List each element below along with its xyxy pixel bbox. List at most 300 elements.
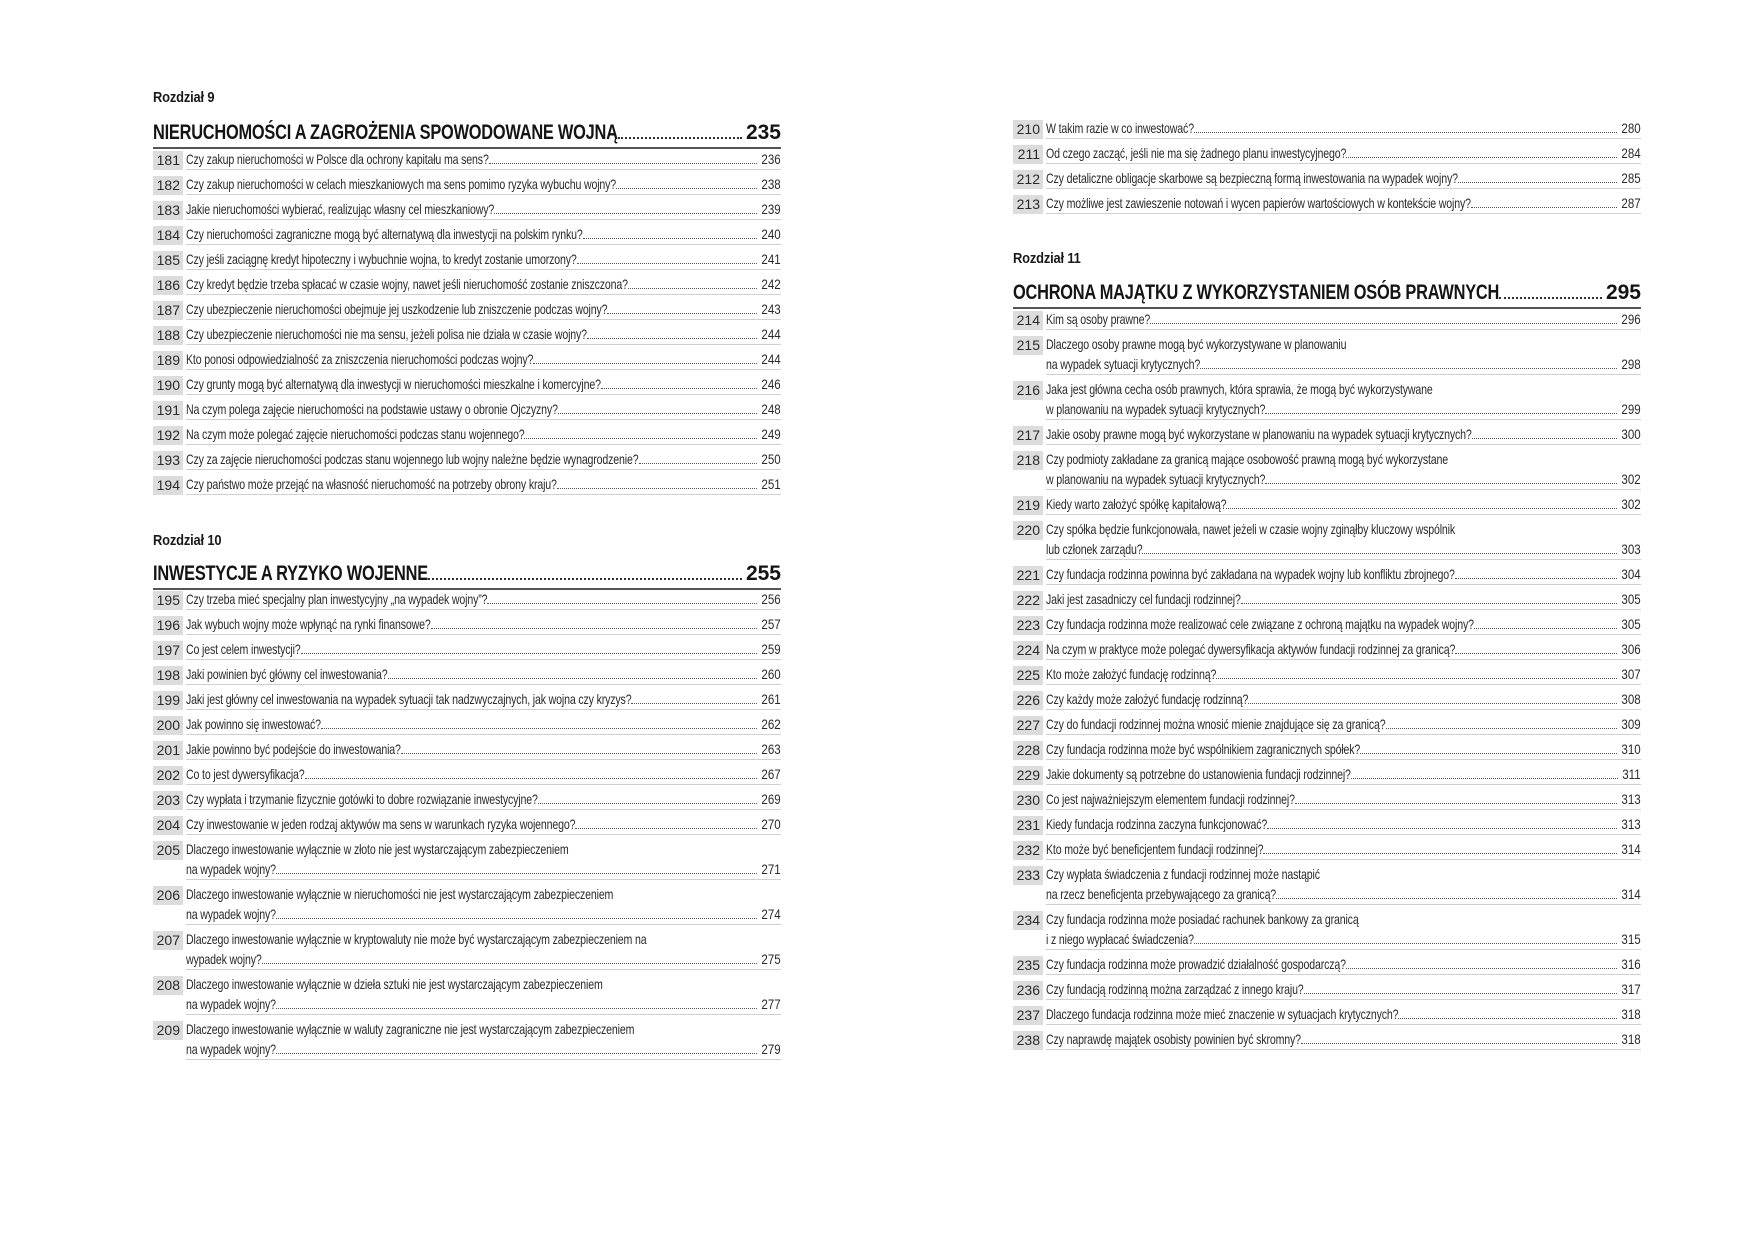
toc-entry[interactable]	[153, 425, 781, 445]
row-separator	[186, 634, 781, 635]
entry-text	[186, 740, 781, 760]
entry-page-number: 246	[761, 377, 781, 392]
toc-entry[interactable]	[1013, 955, 1641, 975]
entry-line	[1046, 590, 1641, 610]
question-number: 221	[1013, 566, 1043, 585]
entry-page-number: 241	[761, 252, 781, 267]
toc-entry[interactable]	[1013, 450, 1641, 490]
row-separator	[1046, 684, 1641, 685]
question-number: 213	[1013, 195, 1043, 214]
dot-leader	[489, 163, 758, 164]
entry-text	[1046, 740, 1641, 760]
entry-page-number: 311	[1622, 767, 1641, 782]
row-separator	[1046, 634, 1641, 635]
dot-leader	[428, 578, 742, 580]
entry-line	[1046, 169, 1641, 189]
entry-line	[186, 425, 781, 445]
entry-line	[186, 375, 781, 395]
question-number: 210	[1013, 120, 1043, 139]
entry-line-text: Czy fundacja rodzinna może prowadzić działalność gospodarczą?	[1046, 957, 1346, 972]
question-number: 236	[1013, 981, 1043, 1000]
question-number: 191	[153, 401, 183, 420]
toc-entry[interactable]	[1013, 425, 1641, 445]
entry-line	[186, 275, 781, 295]
entry-line-text: W takim razie w co inwestować?	[1046, 121, 1194, 136]
row-separator	[1046, 834, 1641, 835]
row-separator	[1046, 163, 1641, 164]
toc-entry[interactable]	[1013, 715, 1641, 735]
dot-leader	[1458, 182, 1617, 183]
entry-page-number: 303	[1621, 542, 1641, 557]
entry-text	[1046, 615, 1641, 635]
entry-line-text: Czy wypłata świadczenia z fundacji rodzinnej może nastąpić	[1046, 867, 1320, 882]
entry-line-text: Czy państwo może przejąć na własność nieruchomość na potrzeby obrony kraju?	[186, 477, 557, 492]
row-separator	[1046, 734, 1641, 735]
toc-entry[interactable]	[1013, 590, 1641, 610]
entry-text	[186, 765, 781, 785]
entry-line	[186, 325, 781, 345]
entry-line	[1046, 955, 1641, 975]
entry-text	[1046, 715, 1641, 735]
toc-entry[interactable]	[1013, 194, 1641, 214]
question-number: 207	[153, 931, 183, 950]
entry-line-text: Kiedy warto założyć spółkę kapitałową?	[1046, 497, 1227, 512]
entry-line	[1046, 495, 1641, 515]
toc-entry[interactable]	[153, 375, 781, 395]
entry-page-number: 260	[761, 667, 781, 682]
entry-page-number: 284	[1621, 146, 1641, 161]
entry-text	[1046, 980, 1641, 1000]
row-separator	[1046, 374, 1641, 375]
chapter-page-number: 255	[745, 562, 781, 585]
dot-leader	[607, 313, 757, 314]
row-separator	[186, 394, 781, 395]
entry-line	[1046, 565, 1641, 585]
dot-leader	[1150, 323, 1617, 324]
entry-line	[1046, 520, 1641, 540]
toc-entry[interactable]	[153, 325, 781, 345]
entry-text	[1046, 495, 1641, 515]
dot-leader	[1499, 297, 1602, 299]
entry-line	[186, 930, 781, 950]
entry-line-text: Kim są osoby prawne?	[1046, 312, 1151, 327]
toc-entry[interactable]	[1013, 665, 1641, 685]
toc-entry[interactable]	[1013, 1005, 1641, 1025]
entry-page-number: 310	[1621, 742, 1641, 757]
entry-line	[1046, 765, 1641, 785]
dot-leader	[1226, 508, 1617, 509]
dot-leader	[1248, 703, 1617, 704]
chapter-title[interactable]	[153, 562, 781, 590]
question-number: 225	[1013, 666, 1043, 685]
entry-line-text: Jakie powinno być podejście do inwestowania?	[186, 742, 401, 757]
toc-entry[interactable]	[1013, 1030, 1641, 1050]
entry-text	[1046, 640, 1641, 660]
entry-page-number: 315	[1621, 932, 1641, 947]
question-number: 230	[1013, 791, 1043, 810]
dot-leader	[276, 873, 757, 874]
toc-entry[interactable]	[1013, 815, 1641, 835]
dot-leader	[1455, 578, 1618, 579]
entry-line	[1046, 865, 1641, 885]
dot-leader	[631, 703, 757, 704]
row-separator	[1046, 859, 1641, 860]
row-separator	[186, 879, 781, 880]
entry-text	[186, 225, 781, 245]
row-separator	[1046, 809, 1641, 810]
entry-line	[186, 975, 781, 995]
toc-entry[interactable]	[153, 885, 781, 925]
toc-entry[interactable]	[1013, 615, 1641, 635]
toc-entry[interactable]	[1013, 335, 1641, 375]
question-number: 192	[153, 426, 183, 445]
entry-line-text: Na czym może polegać zajęcie nieruchomości podczas stanu wojennego?	[186, 427, 525, 442]
row-separator	[186, 194, 781, 195]
dot-leader	[1142, 553, 1617, 554]
toc-entry[interactable]	[153, 450, 781, 470]
entry-line	[1046, 194, 1641, 214]
entry-line-text: Czy podmioty zakładane za granicą mające osobowość prawną mogą być wykorzystane	[1046, 452, 1448, 467]
toc-entry[interactable]	[1013, 144, 1641, 164]
entry-text	[186, 715, 781, 735]
question-number: 234	[1013, 911, 1043, 930]
dot-leader	[1194, 132, 1617, 133]
toc-entry[interactable]	[153, 400, 781, 420]
entry-line-text: w planowaniu na wypadek sytuacji krytycznych?	[1046, 402, 1266, 417]
row-separator	[186, 294, 781, 295]
entry-line-text: na wypadek wojny?	[186, 907, 276, 922]
entry-text	[1046, 310, 1641, 330]
entry-text	[186, 975, 781, 1015]
entry-text	[186, 665, 781, 685]
entry-text	[186, 300, 781, 320]
entry-line-text: Dlaczego inwestowanie wyłącznie w nieruchomości nie jest wystarczającym zabezpieczeniem	[186, 887, 614, 902]
entry-text	[186, 815, 781, 835]
question-number: 183	[153, 201, 183, 220]
entry-text	[1046, 520, 1641, 560]
toc-entry[interactable]	[1013, 495, 1641, 515]
dot-leader	[1398, 1018, 1617, 1019]
row-separator	[186, 369, 781, 370]
entry-line	[186, 300, 781, 320]
entry-line-text: i z niego wypłacać świadczenia?	[1046, 932, 1194, 947]
entry-text	[186, 590, 781, 610]
entry-text	[186, 350, 781, 370]
dot-leader	[1265, 413, 1617, 414]
toc-entry[interactable]	[153, 690, 781, 710]
question-number: 194	[153, 476, 183, 495]
dot-leader	[276, 1008, 757, 1009]
dot-leader	[1304, 993, 1618, 994]
chapter-label: Rozdział 11	[1013, 250, 1081, 267]
row-separator	[1046, 444, 1641, 445]
entry-page-number: 236	[761, 152, 781, 167]
dot-leader	[1265, 483, 1617, 484]
question-number: 233	[1013, 866, 1043, 885]
entry-line-text: na wypadek wojny?	[186, 862, 276, 877]
row-separator	[186, 659, 781, 660]
entry-page-number: 262	[761, 717, 781, 732]
question-number: 206	[153, 886, 183, 905]
toc-entry[interactable]	[1013, 520, 1641, 560]
entry-line	[186, 225, 781, 245]
question-number: 182	[153, 176, 183, 195]
toc-entry[interactable]	[153, 715, 781, 735]
question-number: 222	[1013, 591, 1043, 610]
toc-entry[interactable]	[153, 1020, 781, 1060]
toc-entry[interactable]	[153, 740, 781, 760]
entry-line	[1046, 910, 1641, 930]
entry-page-number: 302	[1621, 497, 1641, 512]
entry-page-number: 314	[1621, 842, 1641, 857]
row-separator	[186, 269, 781, 270]
toc-entry[interactable]	[153, 930, 781, 970]
dot-leader	[321, 728, 757, 729]
entry-line	[1046, 815, 1641, 835]
question-number: 209	[153, 1021, 183, 1040]
toc-entry[interactable]	[1013, 565, 1641, 585]
question-number: 185	[153, 251, 183, 270]
row-separator	[1046, 1049, 1641, 1050]
toc-entry[interactable]	[1013, 169, 1641, 189]
toc-entry[interactable]	[153, 615, 781, 635]
row-separator	[186, 494, 781, 495]
entry-line-text: na rzecz beneficjenta przebywającego za granicą?	[1046, 887, 1277, 902]
toc-entry[interactable]	[153, 765, 781, 785]
entry-page-number: 307	[1621, 667, 1641, 682]
entry-text	[1046, 450, 1641, 490]
entry-text	[1046, 425, 1641, 445]
toc-entry[interactable]	[1013, 640, 1641, 660]
entry-page-number: 274	[761, 907, 781, 922]
entry-line-text: Dlaczego inwestowanie wyłącznie w złoto nie jest wystarczającym zabezpieczeniem	[186, 842, 569, 857]
entry-line-text: Czy naprawdę majątek osobisty powinien być skromny?	[1046, 1032, 1301, 1047]
row-separator	[1046, 188, 1641, 189]
question-number: 188	[153, 326, 183, 345]
question-number: 214	[1013, 311, 1043, 330]
entry-line-text: Kiedy fundacja rodzinna zaczyna funkcjonować?	[1046, 817, 1268, 832]
entry-line-text: Co to jest dywersyfikacja?	[186, 767, 305, 782]
row-separator	[1046, 213, 1641, 214]
entry-page-number: 305	[1621, 592, 1641, 607]
entry-line	[186, 150, 781, 170]
row-separator	[186, 709, 781, 710]
question-number: 204	[153, 816, 183, 835]
toc-entry[interactable]	[153, 840, 781, 880]
entry-line	[1046, 885, 1641, 905]
dot-leader	[639, 463, 758, 464]
entry-page-number: 257	[761, 617, 781, 632]
entry-line	[1046, 1005, 1641, 1025]
entry-text	[1046, 765, 1641, 785]
toc-entry[interactable]	[153, 590, 781, 610]
question-number: 196	[153, 616, 183, 635]
question-number: 186	[153, 276, 183, 295]
toc-entry[interactable]	[1013, 765, 1641, 785]
toc-entry[interactable]	[153, 640, 781, 660]
dot-leader	[1455, 653, 1617, 654]
row-separator	[1046, 709, 1641, 710]
entry-text	[1046, 665, 1641, 685]
toc-entry[interactable]	[1013, 790, 1641, 810]
entry-page-number: 270	[761, 817, 781, 832]
entry-line	[186, 765, 781, 785]
toc-entry[interactable]	[153, 665, 781, 685]
entry-line-text: Czy fundacja rodzinna powinna być zakładana na wypadek wojny lub konfliktu zbrojnego?	[1046, 567, 1455, 582]
entry-text	[1046, 335, 1641, 375]
toc-entry[interactable]	[153, 350, 781, 370]
entry-text	[1046, 565, 1641, 585]
question-number: 202	[153, 766, 183, 785]
entry-line	[186, 1020, 781, 1040]
toc-entry[interactable]	[153, 475, 781, 495]
toc-entry[interactable]	[153, 150, 781, 170]
entry-line	[1046, 715, 1641, 735]
row-separator	[186, 344, 781, 345]
entry-line	[186, 860, 781, 880]
entry-line	[1046, 144, 1641, 164]
entry-page-number: 287	[1621, 196, 1641, 211]
dot-leader	[1301, 1043, 1617, 1044]
row-separator	[1046, 514, 1641, 515]
entry-text	[186, 840, 781, 880]
toc-entry[interactable]	[1013, 310, 1641, 330]
toc-entry[interactable]	[153, 300, 781, 320]
dot-leader	[1346, 968, 1617, 969]
row-separator	[1046, 759, 1641, 760]
row-separator	[1046, 489, 1641, 490]
toc-entry[interactable]	[153, 790, 781, 810]
entry-text	[1046, 790, 1641, 810]
toc-entry[interactable]	[1013, 119, 1641, 139]
toc-entry[interactable]	[1013, 840, 1641, 860]
entry-line	[186, 885, 781, 905]
entry-page-number: 244	[761, 352, 781, 367]
row-separator	[186, 684, 781, 685]
row-separator	[186, 609, 781, 610]
entry-line-text: Kto może założyć fundację rodzinną?	[1046, 667, 1217, 682]
entry-text	[1046, 865, 1641, 905]
row-separator	[1046, 138, 1641, 139]
entry-line-text: Od czego zacząć, jeśli nie ma się żadnego planu inwestycyjnego?	[1046, 146, 1347, 161]
entry-text	[186, 425, 781, 445]
entry-line	[1046, 615, 1641, 635]
chapter-title[interactable]	[1013, 281, 1641, 309]
entry-line-text: Jakie dokumenty są potrzebne do ustanowienia fundacji rodzinnej?	[1046, 767, 1351, 782]
entry-text	[1046, 194, 1641, 214]
question-number: 219	[1013, 496, 1043, 515]
toc-entry[interactable]	[153, 225, 781, 245]
toc-entry[interactable]	[153, 815, 781, 835]
entry-text	[1046, 169, 1641, 189]
chapter-label: Rozdział 9	[153, 89, 215, 106]
row-separator	[1046, 904, 1641, 905]
entry-text	[186, 615, 781, 635]
toc-entry[interactable]	[153, 200, 781, 220]
toc-entry[interactable]	[1013, 690, 1641, 710]
entry-line	[186, 995, 781, 1015]
entry-text	[1046, 815, 1641, 835]
entry-page-number: 308	[1621, 692, 1641, 707]
entry-text	[186, 375, 781, 395]
entry-line-text: Czy trzeba mieć specjalny plan inwestycyjny „na wypadek wojny”?	[186, 592, 488, 607]
dot-leader	[1351, 778, 1619, 779]
dot-leader	[601, 388, 757, 389]
entry-text	[186, 930, 781, 970]
entry-line-text: Czy do fundacji rodzinnej można wnosić mienie znajdujące się za granicą?	[1046, 717, 1386, 732]
dot-leader	[305, 778, 758, 779]
dot-leader	[577, 263, 758, 264]
entry-page-number: 271	[761, 862, 781, 877]
entry-line-text: lub członek zarządu?	[1046, 542, 1143, 557]
dot-leader	[1241, 603, 1618, 604]
row-separator	[186, 444, 781, 445]
entry-line	[186, 905, 781, 925]
toc-entry[interactable]	[153, 275, 781, 295]
entry-line	[186, 250, 781, 270]
question-number: 218	[1013, 451, 1043, 470]
entry-line-text: Czy zakup nieruchomości w celach mieszkaniowych ma sens pomimo ryzyka wybuchu wojny?	[186, 177, 617, 192]
row-separator	[186, 169, 781, 170]
toc-entry[interactable]	[1013, 865, 1641, 905]
row-separator	[1046, 329, 1641, 330]
entry-line-text: Jak wybuch wojny może wpłynąć na rynki finansowe?	[186, 617, 431, 632]
entry-line-text: Czy grunty mogą być alternatywą dla inwestycji w nieruchomości mieszkalne i komercyjne?	[186, 377, 601, 392]
question-number: 195	[153, 591, 183, 610]
entry-page-number: 279	[761, 1042, 781, 1057]
entry-line	[1046, 335, 1641, 355]
entry-page-number: 240	[761, 227, 781, 242]
entry-line	[1046, 840, 1641, 860]
question-number: 205	[153, 841, 183, 860]
entry-line	[1046, 665, 1641, 685]
toc-entry[interactable]	[1013, 740, 1641, 760]
entry-text	[186, 690, 781, 710]
entry-text	[1046, 144, 1641, 164]
entry-line	[186, 1040, 781, 1060]
entry-line	[1046, 740, 1641, 760]
toc-entry[interactable]	[1013, 380, 1641, 420]
entry-page-number: 242	[761, 277, 781, 292]
row-separator	[1046, 584, 1641, 585]
question-number: 228	[1013, 741, 1043, 760]
entry-page-number: 263	[761, 742, 781, 757]
entry-line	[186, 950, 781, 970]
toc-entry[interactable]	[153, 175, 781, 195]
toc-entry[interactable]	[1013, 910, 1641, 950]
entry-page-number: 304	[1621, 567, 1641, 582]
toc-entry[interactable]	[1013, 980, 1641, 1000]
question-number: 224	[1013, 641, 1043, 660]
entry-line	[1046, 355, 1641, 375]
entry-line	[1046, 540, 1641, 560]
dot-leader	[1346, 157, 1617, 158]
entry-line	[1046, 790, 1641, 810]
question-number: 187	[153, 301, 183, 320]
entry-text	[186, 150, 781, 170]
toc-entry[interactable]	[153, 975, 781, 1015]
question-number: 232	[1013, 841, 1043, 860]
entry-line-text: Czy fundacja rodzinna może posiadać rachunek bankowy za granicą	[1046, 912, 1359, 927]
chapter-title[interactable]	[153, 121, 781, 149]
entry-line-text: Jaka jest główna cecha osób prawnych, która sprawia, że mogą być wykorzystywane	[1046, 382, 1433, 397]
toc-entry[interactable]	[153, 250, 781, 270]
row-separator	[1046, 609, 1641, 610]
entry-text	[1046, 1030, 1641, 1050]
row-separator	[186, 924, 781, 925]
entry-page-number: 313	[1621, 817, 1641, 832]
dot-leader	[431, 628, 758, 629]
